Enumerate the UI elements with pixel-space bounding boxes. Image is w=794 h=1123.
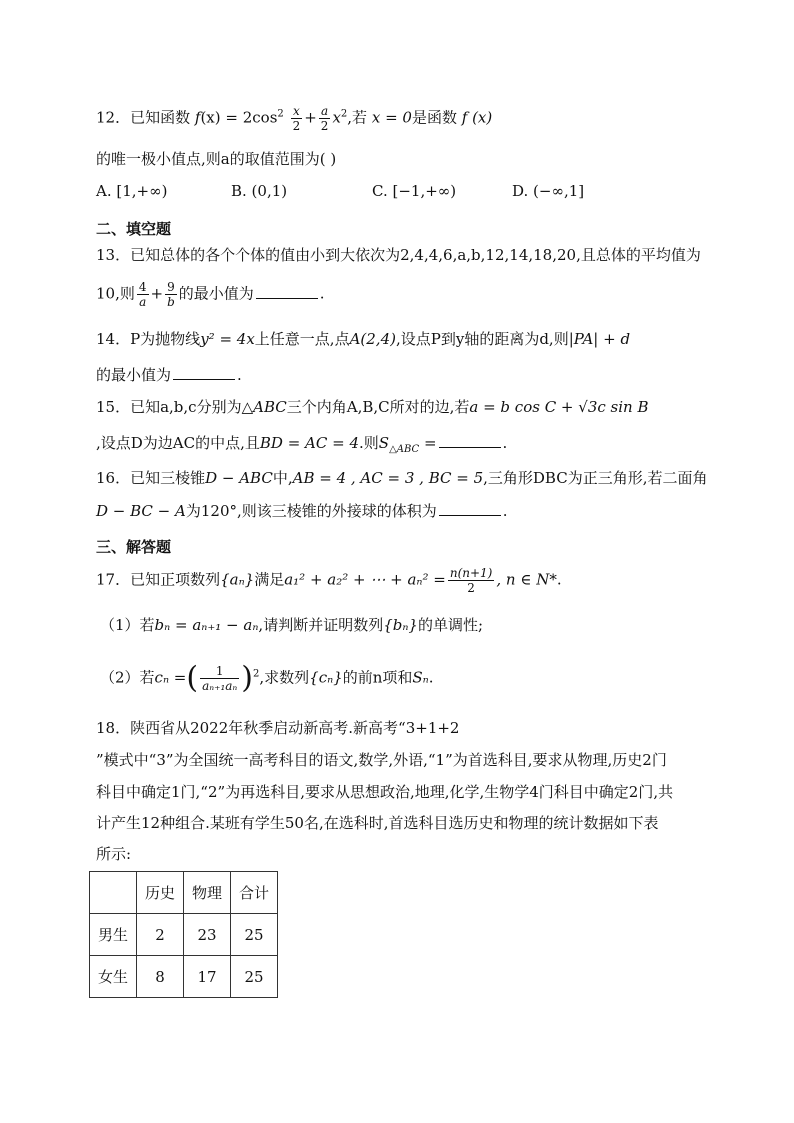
q12-plus: + xyxy=(304,108,317,127)
q16-edge-lengths: AB = 4 , AC = 3 , BC = 5 xyxy=(292,469,484,487)
q12-fx: f (x) xyxy=(461,108,493,127)
q17-text-b: 满足 xyxy=(254,570,285,589)
q17-p1-seq: {bₙ} xyxy=(383,616,418,634)
q15-equation: a = b cos C + √3c sin B xyxy=(469,398,649,416)
q17-p2-sum: Sₙ xyxy=(412,668,429,687)
q16-text-b: 中, xyxy=(272,469,293,487)
q12-frac1-num: x xyxy=(291,104,303,119)
q14-line2 xyxy=(96,364,242,386)
q17-p2-seq: {cₙ} xyxy=(309,668,343,687)
q12-frac2-den: 2 xyxy=(320,119,329,133)
q17-p2-def: cₙ = xyxy=(154,668,187,687)
q12-line1 xyxy=(96,104,492,133)
q15-area-sub: △ABC xyxy=(389,444,420,455)
q13-plus: + xyxy=(150,284,164,303)
q17-domain: , n ∈ N* xyxy=(496,570,557,589)
q16-line2 xyxy=(96,500,508,522)
q14-end: . xyxy=(237,366,242,384)
q17-frac xyxy=(448,566,495,595)
table-cell: 男生 xyxy=(90,914,137,956)
q17-frac-den: 2 xyxy=(467,581,475,595)
q17-p2-text2: 的前n项和 xyxy=(342,668,413,687)
q13-line1: 13．已知总体的各个个体的值由小到大依次为2,4,4,6,a,b,12,14,18,20,且总体的平均值为 xyxy=(96,246,701,264)
q16-text-a: 16．已知三棱锥 xyxy=(96,469,206,487)
q15-area-eq: = xyxy=(419,434,437,452)
q12-number: 12． xyxy=(96,108,131,127)
q13-f2-den: b xyxy=(167,295,175,309)
q17-p2-power: 2 xyxy=(253,668,260,680)
q17-p2-den: aₙ₊₁aₙ xyxy=(202,679,238,693)
q17-text-a: 17．已知正项数列 xyxy=(96,570,221,589)
q12-x: x xyxy=(332,108,341,127)
q12-option-a: A. [1,+∞) xyxy=(96,182,168,200)
q17-p2-rparen: ) xyxy=(241,660,253,696)
q18-model: 3+1+2 xyxy=(405,719,460,737)
q13-end: . xyxy=(319,284,325,303)
table-header-cell: 历史 xyxy=(137,872,184,914)
q14-text-c: ,设点P到y轴的距离为d,则 xyxy=(395,330,569,348)
table-header-row xyxy=(90,872,278,914)
q15-area-s: S xyxy=(378,434,390,452)
q12-x-power: 2 xyxy=(340,108,348,120)
q16-end: . xyxy=(502,502,508,520)
q18-line3: 科目中确定1门,“2”为再选科目,要求从思想政治,地理,化学,生物学4门科目中确定2门,共 xyxy=(96,783,674,801)
q13-f1-den: a xyxy=(139,295,147,309)
q17-part1 xyxy=(100,614,483,636)
table-row xyxy=(90,956,278,998)
q12-option-b: B. (0,1) xyxy=(231,182,288,200)
q18-line2: ”模式中“3”为全国统一高考科目的语文,数学,外语,“1”为首选科目,要求从物理,历史2门 xyxy=(96,751,667,769)
q14-parabola: y² = 4x xyxy=(200,330,255,348)
q17-p2-label: （2）若 xyxy=(100,668,155,687)
table-cell: 2 xyxy=(137,914,184,956)
q12-frac-a-2 xyxy=(319,104,331,133)
q13-pre: 10,则 xyxy=(96,284,135,303)
q12-option-c: C. [−1,+∞) xyxy=(372,182,457,200)
q12-cond: ,若 xyxy=(347,108,368,127)
q17-p1-end: 的单调性; xyxy=(417,616,484,634)
q12-text: 已知函数 xyxy=(130,108,191,127)
section-fill-blank: 二、填空题 xyxy=(96,220,172,238)
q16-tetrahedron: D − ABC xyxy=(205,469,273,487)
q14-line1 xyxy=(96,328,630,350)
q17-sequence: {aₙ} xyxy=(220,570,255,589)
q13-frac-4-a xyxy=(137,280,149,309)
q15-line1 xyxy=(96,396,649,418)
q13-answer-blank[interactable] xyxy=(256,284,318,299)
q16-text-e: ,则该三棱锥的外接球的体积为 xyxy=(237,502,437,520)
q17-p2-end: . xyxy=(428,668,434,687)
q16-answer-blank[interactable] xyxy=(439,501,501,516)
table-header-cell: 合计 xyxy=(231,872,278,914)
table-cell: 8 xyxy=(137,956,184,998)
q17-frac-num: n(n+1) xyxy=(449,566,493,580)
q16-dihedral: D − BC − A xyxy=(96,502,186,520)
q16-text-c: ,三角形DBC为正三角形,若二面角 xyxy=(483,469,708,487)
q14-text-b: 上任意一点,点 xyxy=(254,330,350,348)
q12-mid: 是函数 xyxy=(411,108,457,127)
q15-triangle: △ABC xyxy=(241,398,287,416)
q18-line1 xyxy=(96,717,459,739)
q15-answer-blank[interactable] xyxy=(439,433,501,448)
q17-stem xyxy=(96,566,562,595)
q12-frac1-den: 2 xyxy=(292,119,301,133)
q18-stats-table xyxy=(89,871,278,998)
q13-f2-num: 9 xyxy=(165,280,177,295)
section-answer-questions: 三、解答题 xyxy=(96,538,172,556)
q14-text-a: 14．P为抛物线 xyxy=(96,330,201,348)
q14-expr: |PA| + d xyxy=(568,330,631,348)
q15-text-d: .则 xyxy=(359,434,379,452)
q16-angle: 120° xyxy=(200,502,238,520)
table-cell: 女生 xyxy=(90,956,137,998)
table-header-cell: 物理 xyxy=(184,872,231,914)
q12-option-d: D. (−∞,1] xyxy=(512,182,585,200)
q18-line5: 所示: xyxy=(96,845,132,863)
table-cell: 17 xyxy=(184,956,231,998)
q12-eq: = 2cos xyxy=(225,108,278,127)
q12-func-name: f xyxy=(194,108,201,127)
q14-answer-blank[interactable] xyxy=(173,365,235,380)
q18-text-a: 18．陕西省从2022年秋季启动新高考.新高考“ xyxy=(96,719,406,737)
q17-p2-text: ,求数列 xyxy=(259,668,310,687)
q15-text-a: 15．已知a,b,c分别为 xyxy=(96,398,242,416)
table-header-cell xyxy=(90,872,137,914)
q17-sum: a₁² + a₂² + ⋯ + aₙ² = xyxy=(284,570,446,589)
q17-p1-text: ,请判断并证明数列 xyxy=(258,616,384,634)
q13-line2 xyxy=(96,280,325,309)
table-row xyxy=(90,914,278,956)
q15-lengths: BD = AC = 4 xyxy=(259,434,359,452)
q15-text-b: 三个内角A,B,C所对的边,若 xyxy=(286,398,470,416)
table-cell: 25 xyxy=(231,914,278,956)
q12-frac-x-2 xyxy=(291,104,303,133)
q17-p2-num: 1 xyxy=(200,664,239,679)
table-cell: 23 xyxy=(184,914,231,956)
q17-p1-def: bₙ = aₙ₊₁ − aₙ xyxy=(154,616,259,634)
q17-p1-label: （1）若 xyxy=(100,616,155,634)
q14-point: A(2,4) xyxy=(349,330,396,348)
q15-text-c: ,设点D为边AC的中点,且 xyxy=(96,434,260,452)
q12-func-arg: (x) xyxy=(200,108,221,127)
q15-line2 xyxy=(96,432,507,454)
q17-p2-lparen: ( xyxy=(186,660,199,696)
q14-text-d: 的最小值为 xyxy=(96,366,172,384)
q13-frac-9-b xyxy=(165,280,177,309)
q12-cos-power: 2 xyxy=(277,108,284,120)
q13-post: 的最小值为 xyxy=(178,284,254,303)
q17-end: . xyxy=(556,570,562,589)
q18-line4: 计产生12种组合.某班有学生50名,在选科时,首选科目选历史和物理的统计数据如下表 xyxy=(96,814,659,832)
q16-text-d: 为 xyxy=(185,502,201,520)
q12-line2: 的唯一极小值点,则a的取值范围为( ) xyxy=(96,150,337,168)
q16-line1 xyxy=(96,467,707,489)
q12-frac2-num: a xyxy=(319,104,331,119)
q17-part2 xyxy=(100,660,434,696)
q13-f1-num: 4 xyxy=(138,280,147,294)
q17-p2-frac xyxy=(200,664,239,693)
q12-x0: x = 0 xyxy=(371,108,412,127)
table-cell: 25 xyxy=(231,956,278,998)
q15-end: . xyxy=(502,434,508,452)
